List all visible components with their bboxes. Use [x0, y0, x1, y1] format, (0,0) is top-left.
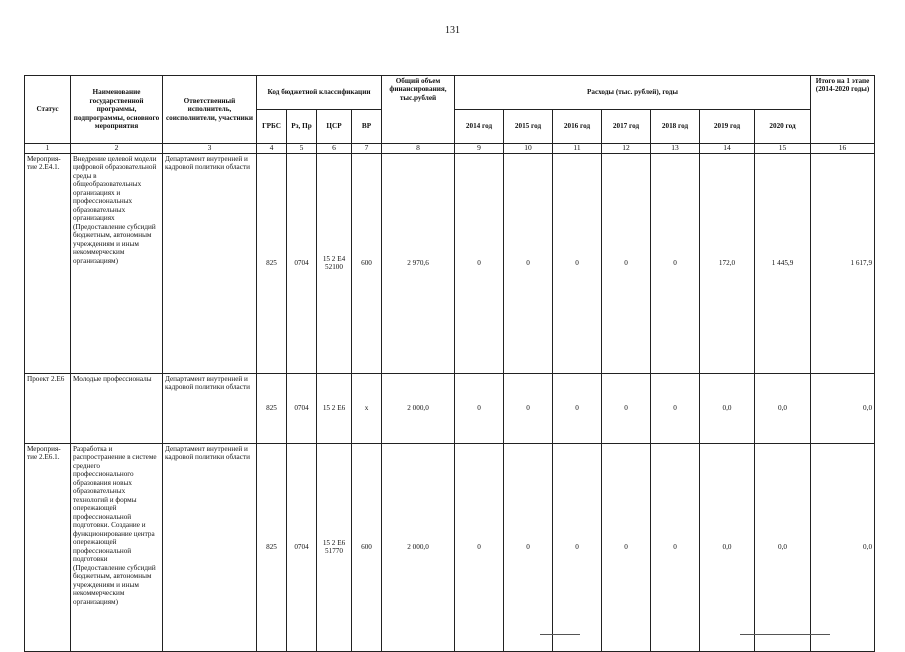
column-number: 10: [504, 144, 553, 154]
row-status: Мероприя-тие 2.Е6.1.: [25, 443, 71, 651]
row-status: Мероприя-тие 2.Е4.1.: [25, 153, 71, 373]
row-status: Проект 2.Е6: [25, 373, 71, 443]
header-year: 2018 год: [651, 110, 700, 144]
row-year-value: 0,0: [755, 373, 811, 443]
row-year-value: 0: [553, 443, 602, 651]
row-vr: 600: [352, 153, 382, 373]
row-year-value: 0: [504, 153, 553, 373]
row-rzpr: 0704: [287, 443, 317, 651]
row-responsible: Департамент внутренней и кадровой политики области: [163, 373, 257, 443]
row-grbs: 825: [257, 153, 287, 373]
column-number: 6: [317, 144, 352, 154]
table-row: [25, 373, 875, 443]
scan-mark: [740, 634, 830, 635]
header-year: 2015 год: [504, 110, 553, 144]
row-grbs: 825: [257, 443, 287, 651]
header-csr: ЦСР: [317, 110, 352, 144]
row-year-value: 0: [504, 443, 553, 651]
header-total-financing: Общий объем финансирования, тыс.рублей: [382, 76, 455, 144]
row-rzpr: 0704: [287, 153, 317, 373]
column-number: 4: [257, 144, 287, 154]
header-year: 2020 год: [755, 110, 811, 144]
header-expenses: Расходы (тыс. рублей), годы: [455, 76, 811, 110]
header-vr: ВР: [352, 110, 382, 144]
header-status: Статус: [25, 76, 71, 144]
header-year: 2019 год: [700, 110, 755, 144]
column-number: 12: [602, 144, 651, 154]
column-number: 2: [71, 144, 163, 154]
header-grbs: ГРБС: [257, 110, 287, 144]
row-responsible: Департамент внутренней и кадровой политики области: [163, 153, 257, 373]
row-year-value: 0,0: [700, 443, 755, 651]
table-row: [25, 153, 875, 373]
row-csr: 15 2 Е6 51770: [317, 443, 352, 651]
row-name: Разработка и распространение в системе среднего профессионального образования новых образовательных технологий и формы опережающей профессиональной подготовки. Создание и функционирование центра опережающей профессиональной подготовки (Предоставление субсидий бюджетным, автономным учреждениям и иным некоммерческим организациям): [71, 443, 163, 651]
row-year-value: 0: [455, 443, 504, 651]
row-csr: 15 2 Е6: [317, 373, 352, 443]
row-total: 2 000,0: [382, 443, 455, 651]
row-year-value: 0: [455, 153, 504, 373]
column-number: 8: [382, 144, 455, 154]
row-csr: 15 2 Е4 52100: [317, 153, 352, 373]
header-program-name: Наименование государственной программы, подпрограммы, основного мероприятия: [71, 76, 163, 144]
column-number: 3: [163, 144, 257, 154]
row-year-value: 0,0: [700, 373, 755, 443]
row-responsible: Департамент внутренней и кадровой политики области: [163, 443, 257, 651]
column-number: 9: [455, 144, 504, 154]
row-grbs: 825: [257, 373, 287, 443]
column-number: 15: [755, 144, 811, 154]
row-name: Внедрение целевой модели цифровой образовательной среды в общеобразовательных организациях и профессиональных образовательных организациях (Предоставление субсидий бюджетным, автономным учреждениям и иным некоммерческим организациям): [71, 153, 163, 373]
header-year: 2016 год: [553, 110, 602, 144]
column-number: 14: [700, 144, 755, 154]
row-year-value: 0: [553, 373, 602, 443]
header-year: 2017 год: [602, 110, 651, 144]
row-year-value: 172,0: [700, 153, 755, 373]
column-number-row: [25, 144, 875, 154]
row-year-value: 0,0: [755, 443, 811, 651]
header-year: 2014 год: [455, 110, 504, 144]
row-year-value: 0: [602, 373, 651, 443]
row-stage-total: 0,0: [811, 443, 875, 651]
row-year-value: 1 445,9: [755, 153, 811, 373]
column-number: 11: [553, 144, 602, 154]
row-year-value: 0: [602, 443, 651, 651]
row-year-value: 0: [455, 373, 504, 443]
header-rzpr: Рз, Пр: [287, 110, 317, 144]
row-total: 2 000,0: [382, 373, 455, 443]
row-rzpr: 0704: [287, 373, 317, 443]
row-year-value: 0: [651, 153, 700, 373]
column-number: 1: [25, 144, 71, 154]
column-number: 13: [651, 144, 700, 154]
table-row: [25, 443, 875, 651]
scan-mark: [540, 634, 580, 635]
column-number: 16: [811, 144, 875, 154]
row-vr: х: [352, 373, 382, 443]
row-year-value: 0: [553, 153, 602, 373]
row-stage-total: 1 617,9: [811, 153, 875, 373]
row-year-value: 0: [651, 443, 700, 651]
header-responsible: Ответственный исполнитель, соисполнители, участники: [163, 76, 257, 144]
row-total: 2 970,6: [382, 153, 455, 373]
row-stage-total: 0,0: [811, 373, 875, 443]
row-vr: 600: [352, 443, 382, 651]
row-name: Молодые профессионалы: [71, 373, 163, 443]
column-number: 5: [287, 144, 317, 154]
header-budget-code: Код бюджетной классификации: [257, 76, 382, 110]
row-year-value: 0: [651, 373, 700, 443]
header-stage-total: Итого на 1 этапе (2014-2020 годы): [811, 76, 875, 144]
column-number: 7: [352, 144, 382, 154]
row-year-value: 0: [602, 153, 651, 373]
row-year-value: 0: [504, 373, 553, 443]
page-number: 131: [445, 25, 460, 36]
budget-table: [24, 75, 875, 652]
